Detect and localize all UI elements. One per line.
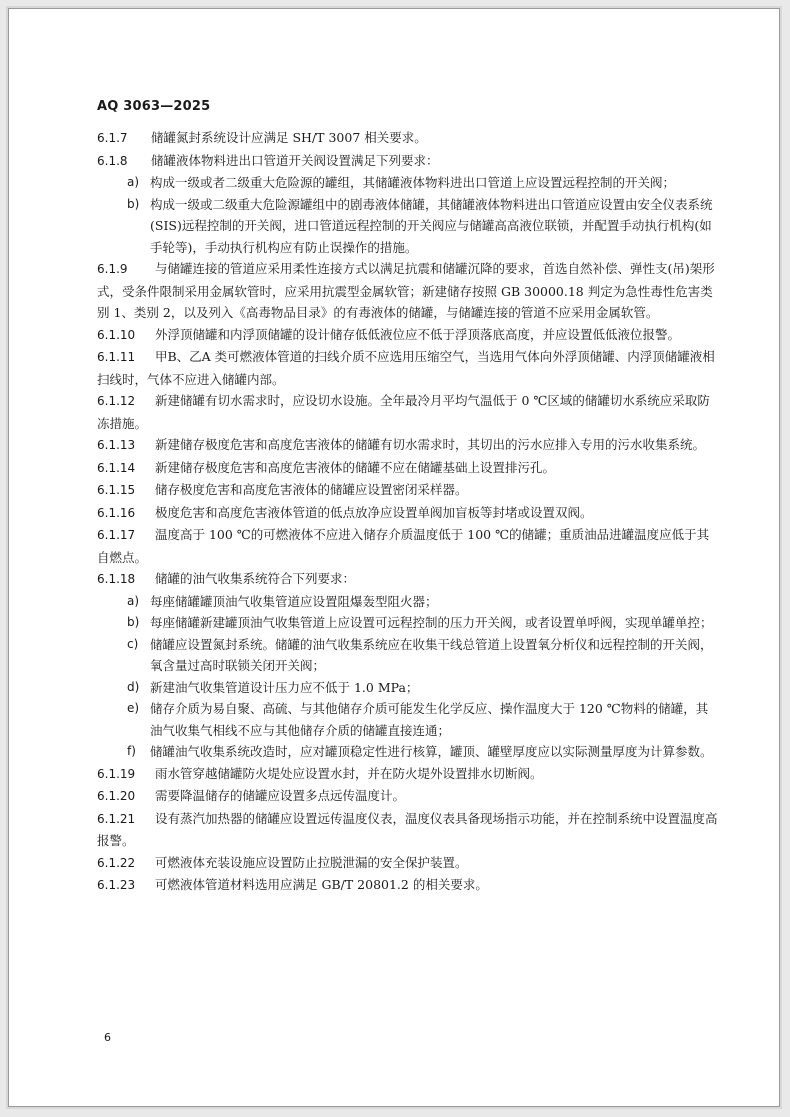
clause-6-1-8 bbox=[97, 150, 719, 173]
clause-number: 6.1.9 bbox=[97, 262, 128, 276]
clause-6-1-19 bbox=[97, 763, 719, 786]
clause-number: 6.1.8 bbox=[97, 153, 128, 168]
item-label: f) bbox=[127, 744, 136, 758]
clause-text: 储罐氮封系统设计应满足 SH/T 3007 相关要求。 bbox=[151, 130, 427, 145]
clause-text: 新建储存极度危害和高度危害液体的储罐不应在储罐基础上设置排污孔。 bbox=[155, 459, 556, 475]
list-item bbox=[97, 634, 719, 677]
clause-6-1-11 bbox=[97, 346, 719, 390]
clause-6-1-14 bbox=[97, 457, 719, 480]
clause-text: 可燃液体管道材料选用应满足 GB/T 20801.2 的相关要求。 bbox=[155, 877, 488, 892]
clause-number: 6.1.13 bbox=[97, 438, 136, 452]
item-label: a) bbox=[127, 175, 140, 189]
clause-number: 6.1.21 bbox=[97, 811, 136, 826]
standard-code: AQ 3063—2025 bbox=[97, 99, 211, 114]
clause-text: 储存极度危害和高度危害液体的储罐应设置密闭采样器。 bbox=[155, 482, 468, 497]
list-item bbox=[97, 741, 719, 763]
clause-6-1-13 bbox=[97, 434, 719, 457]
clause-number: 6.1.15 bbox=[97, 483, 136, 497]
clause-text: 外浮顶储罐和内浮顶储罐的设计储存低低液位应不低于浮顶落底高度，并应设置低低液位报警。 bbox=[155, 326, 681, 342]
list-item bbox=[97, 698, 719, 741]
item-text: 构成一级或二级重大危险源罐组中的剧毒液体储罐，其储罐液体物料进出口管道应设置由安全仪表系统(SIS)远程控制的开关阀，进口管道远程控制的开关阀应与储罐高高液位联锁，并配置手动执行机构(如手轮等)，手动执行机构应有防止误操作的措施。 bbox=[150, 196, 713, 255]
clause-number: 6.1.22 bbox=[97, 855, 136, 870]
clause-text: 极度危害和高度危害液体管道的低点放净应设置单阀加盲板等封堵或设置双阀。 bbox=[155, 504, 593, 520]
page-number: 6 bbox=[104, 1031, 111, 1044]
clause-number: 6.1.14 bbox=[97, 460, 136, 475]
item-text: 储罐油气收集系统改造时，应对罐顶稳定性进行核算，罐顶、罐壁厚度应以实际测量厚度为计算参数。 bbox=[150, 744, 713, 759]
item-text: 新建油气收集管道设计压力应不低于 1.0 MPa； bbox=[150, 679, 419, 695]
clause-text: 储罐的油气收集系统符合下列要求： bbox=[155, 571, 356, 586]
item-label: a) bbox=[127, 593, 140, 608]
item-text: 每座储罐新建罐顶油气收集管道上应设置可远程控制的压力开关阀，或者设置单呼阀，实现单罐单控； bbox=[150, 615, 713, 630]
clause-6-1-18 bbox=[97, 568, 719, 591]
document-page bbox=[8, 8, 780, 1107]
item-label: b) bbox=[127, 196, 140, 211]
clause-text: 需要降温储存的储罐应设置多点远传温度计。 bbox=[155, 788, 406, 803]
clause-6-1-7 bbox=[97, 127, 719, 150]
item-label: b) bbox=[127, 615, 140, 629]
clause-list bbox=[97, 127, 719, 897]
list-item bbox=[97, 677, 719, 699]
clause-6-1-10 bbox=[97, 324, 719, 347]
clause-text: 与储罐连接的管道应采用柔性连接方式以满足抗震和储罐沉降的要求，首选自然补偿、弹性支(吊)架形式，受条件限制采用金属软管时，应采用抗震型金属软管；新建储存按照 GB 30000.18 判定为急性毒性危害类别 1、类别 2，以及列入《高毒物品目录》的有毒液体的储罐，与储罐连接的管道不应采用金属软管。 bbox=[97, 261, 715, 320]
item-text: 构成一级或者二级重大危险源的罐组，其储罐液体物料进出口管道上应设置远程控制的开关阀； bbox=[150, 175, 676, 190]
clause-text: 新建储罐有切水需求时，应设切水设施。全年最冷月平均气温低于 0 ℃区域的储罐切水系统应采取防冻措施。 bbox=[97, 393, 710, 431]
item-label: d) bbox=[127, 679, 140, 694]
clause-6-1-9 bbox=[97, 258, 719, 324]
item-text: 储罐应设置氮封系统。储罐的油气收集系统应在收集干线总管道上设置氧分析仪和远程控制的开关阀，氧含量过高时联锁关闭开关阀； bbox=[150, 636, 713, 673]
item-text: 储存介质为易自聚、高硫、与其他储存介质可能发生化学反应、操作温度大于 120 ℃物料的储罐，其油气收集气相线不应与其他储存介质的储罐直接连通； bbox=[150, 701, 709, 738]
clause-number: 6.1.18 bbox=[97, 572, 136, 586]
clause-number: 6.1.12 bbox=[97, 394, 136, 408]
clause-number: 6.1.7 bbox=[97, 131, 128, 145]
clause-6-1-23 bbox=[97, 874, 719, 897]
clause-number: 6.1.10 bbox=[97, 327, 136, 342]
clause-number: 6.1.20 bbox=[97, 789, 136, 803]
list-item bbox=[97, 612, 719, 634]
clause-text: 可燃液体充装设施应设置防止拉脱泄漏的安全保护装置。 bbox=[155, 854, 468, 870]
clause-text: 储罐液体物料进出口管道开关阀设置满足下列要求： bbox=[151, 152, 439, 168]
list-item bbox=[97, 194, 719, 259]
clause-text: 雨水管穿越储罐防火堤处应设置水封，并在防火堤外设置排水切断阀。 bbox=[155, 765, 543, 781]
clause-6-1-15 bbox=[97, 479, 719, 502]
clause-6-1-17 bbox=[97, 524, 719, 568]
item-label: e) bbox=[127, 701, 140, 715]
clause-text: 甲B、乙A 类可燃液体管道的扫线介质不应选用压缩空气，当选用气体向外浮顶储罐、内浮顶储罐液相扫线时，气体不应进入储罐内部。 bbox=[97, 349, 715, 387]
clause-number: 6.1.23 bbox=[97, 878, 136, 892]
clause-text: 温度高于 100 ℃的可燃液体不应进入储存介质温度低于 100 ℃的储罐；重质油品进罐温度应低于其自燃点。 bbox=[97, 527, 710, 565]
clause-6-1-12 bbox=[97, 390, 719, 434]
clause-number: 6.1.17 bbox=[97, 528, 136, 542]
item-text: 每座储罐罐顶油气收集管道应设置阻爆轰型阻火器； bbox=[150, 593, 438, 609]
clause-text: 设有蒸汽加热器的储罐应设置远传温度仪表，温度仪表具备现场指示功能，并在控制系统中设置温度高报警。 bbox=[97, 810, 718, 848]
clause-6-1-21 bbox=[97, 808, 719, 852]
clause-number: 6.1.19 bbox=[97, 766, 136, 781]
clause-text: 新建储存极度危害和高度危害液体的储罐有切水需求时，其切出的污水应排入专用的污水收集系统。 bbox=[155, 437, 706, 452]
clause-6-1-20 bbox=[97, 785, 719, 808]
list-item bbox=[97, 172, 719, 194]
clause-6-1-16 bbox=[97, 502, 719, 525]
item-label: c) bbox=[127, 636, 139, 651]
list-item bbox=[97, 591, 719, 613]
clause-6-1-22 bbox=[97, 852, 719, 875]
clause-number: 6.1.11 bbox=[97, 350, 136, 364]
clause-number: 6.1.16 bbox=[97, 505, 136, 520]
